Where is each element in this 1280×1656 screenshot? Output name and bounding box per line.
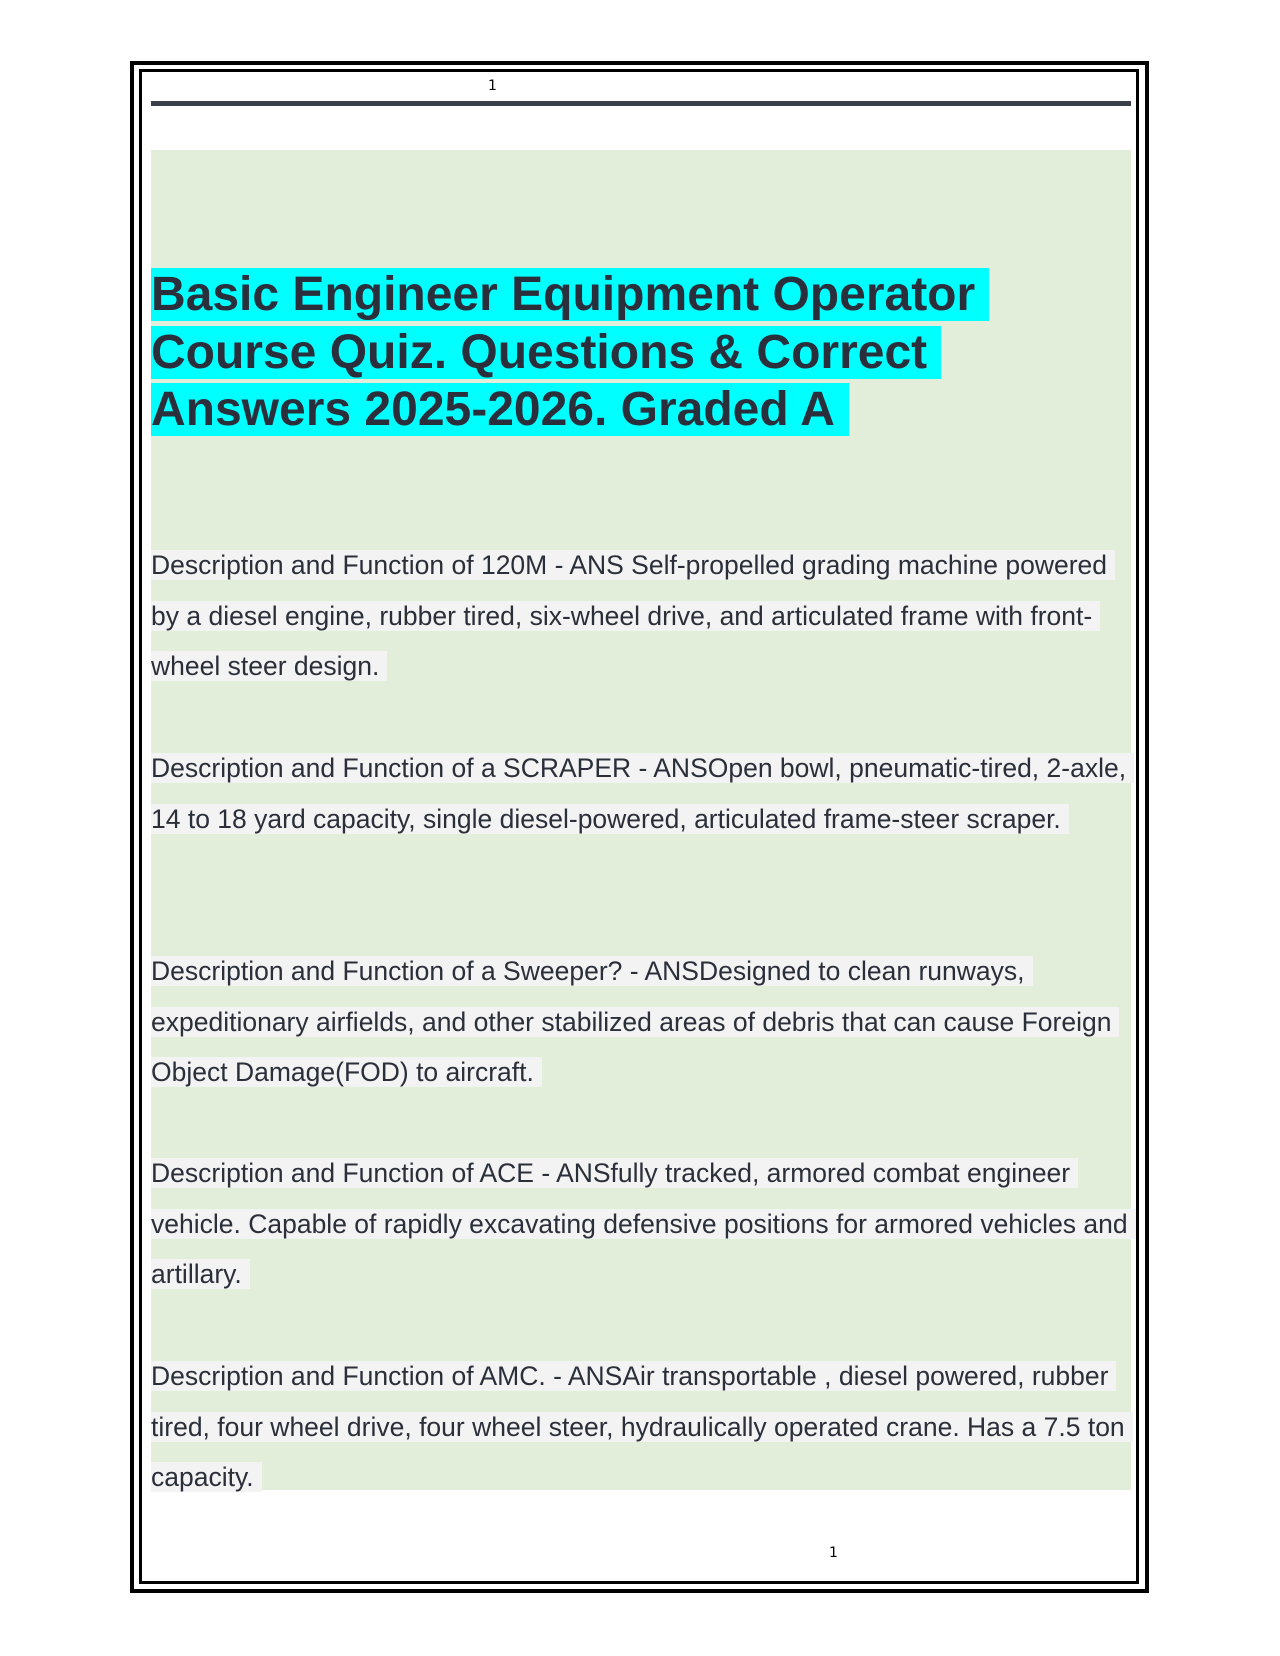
qa-item-text: Description and Function of ACE - ANSfully tracked, armored combat engineer vehicle. Capable of rapidly excavating defensive positions for armored vehicles and artillary. <box>151 1158 1136 1289</box>
document-title <box>151 266 1071 439</box>
qa-item-amc <box>151 1351 1131 1503</box>
qa-item-scraper <box>151 743 1131 844</box>
header-rule <box>151 101 1131 106</box>
qa-item-text: Description and Function of AMC. - ANSAir transportable , diesel powered, rubber tired, four wheel drive, four wheel steer, hydraulically operated crane. Has a 7.5 ton capacity. <box>151 1361 1133 1492</box>
qa-item-120m <box>151 540 1131 692</box>
qa-item-text: Description and Function of a Sweeper? - ANSDesigned to clean runways, expeditionary airfields, and other stabilized areas of debris that can cause Foreign Object Damage(FOD) to aircraft. <box>151 956 1119 1087</box>
document-title-text: Basic Engineer Equipment Operator Course Quiz. Questions & Correct Answers 2025-2026. Graded A <box>151 268 989 436</box>
header-page-number: 1 <box>488 78 497 94</box>
footer-page-number: 1 <box>829 1545 838 1561</box>
qa-item-ace <box>151 1148 1131 1300</box>
qa-item-text: Description and Function of 120M - ANS Self-propelled grading machine powered by a diesel engine, rubber tired, six-wheel drive, and articulated frame with front-wheel steer design. <box>151 550 1115 681</box>
qa-item-sweeper <box>151 946 1131 1098</box>
qa-item-text: Description and Function of a SCRAPER - ANSOpen bowl, pneumatic-tired, 2-axle, 14 to 18 yard capacity, single diesel-powered, articulated frame-steer scraper. <box>151 753 1134 834</box>
